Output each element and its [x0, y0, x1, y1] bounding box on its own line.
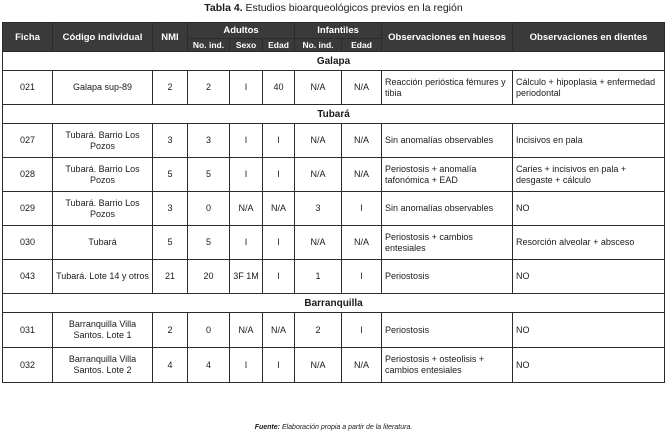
- cell-ficha: 028: [3, 158, 53, 192]
- cell-codigo: Galapa sup-89: [53, 71, 153, 105]
- cell-obs-huesos: Periostosis: [382, 260, 513, 294]
- header-infantiles-no-ind: No. ind.: [295, 39, 342, 52]
- cell-nmi: 5: [153, 158, 188, 192]
- cell-infantiles-no-ind: N/A: [295, 226, 342, 260]
- cell-infantiles-no-ind: 3: [295, 192, 342, 226]
- cell-ficha: 021: [3, 71, 53, 105]
- table-header: [3, 23, 665, 52]
- cell-obs-huesos: Periostosis + cambios entesiales: [382, 226, 513, 260]
- cell-infantiles-no-ind: 2: [295, 313, 342, 348]
- cell-obs-dientes: Caries + incisivos en pala + desgaste + cálculo: [513, 158, 665, 192]
- cell-adultos-sexo: I: [230, 124, 263, 158]
- header-adultos-sexo: Sexo: [230, 39, 263, 52]
- cell-infantiles-edad: N/A: [342, 71, 382, 105]
- table-row: [3, 192, 665, 226]
- cell-adultos-edad: I: [263, 124, 295, 158]
- cell-adultos-edad: 40: [263, 71, 295, 105]
- cell-obs-dientes: NO: [513, 348, 665, 383]
- cell-adultos-no-ind: 0: [188, 313, 230, 348]
- cell-ficha: 029: [3, 192, 53, 226]
- cell-infantiles-edad: N/A: [342, 124, 382, 158]
- header-codigo: Código individual: [53, 23, 153, 52]
- cell-ficha: 043: [3, 260, 53, 294]
- cell-nmi: 2: [153, 71, 188, 105]
- bioarchaeology-table: [2, 22, 665, 383]
- cell-adultos-edad: I: [263, 226, 295, 260]
- cell-obs-huesos: Periostosis + anomalía tafonómica + EAD: [382, 158, 513, 192]
- cell-obs-dientes: Resorción alveolar + absceso: [513, 226, 665, 260]
- cell-obs-dientes: NO: [513, 260, 665, 294]
- header-adultos-edad: Edad: [263, 39, 295, 52]
- header-nmi: NMI: [153, 23, 188, 52]
- cell-infantiles-no-ind: N/A: [295, 71, 342, 105]
- section-barranquilla: Barranquilla: [3, 294, 665, 313]
- cell-obs-dientes: NO: [513, 313, 665, 348]
- cell-infantiles-edad: I: [342, 313, 382, 348]
- cell-nmi: 2: [153, 313, 188, 348]
- table-row: [3, 158, 665, 192]
- cell-adultos-no-ind: 4: [188, 348, 230, 383]
- section-tubara: Tubará: [3, 105, 665, 124]
- header-ficha: Ficha: [3, 23, 53, 52]
- cell-obs-huesos: Reacción perióstica fémures y tibia: [382, 71, 513, 105]
- header-adultos-no-ind: No. ind.: [188, 39, 230, 52]
- caption-label: Tabla 4.: [204, 2, 243, 14]
- cell-adultos-sexo: I: [230, 348, 263, 383]
- cell-adultos-edad: I: [263, 158, 295, 192]
- cell-infantiles-edad: N/A: [342, 226, 382, 260]
- cell-nmi: 21: [153, 260, 188, 294]
- table-row: [3, 226, 665, 260]
- cell-codigo: Barranquilla Villa Santos. Lote 1: [53, 313, 153, 348]
- cell-obs-huesos: Periostosis + osteolisis + cambios entesiales: [382, 348, 513, 383]
- cell-infantiles-edad: N/A: [342, 158, 382, 192]
- header-obs-huesos: Observaciones en huesos: [382, 23, 513, 52]
- table-row: [3, 124, 665, 158]
- cell-infantiles-no-ind: N/A: [295, 348, 342, 383]
- cell-adultos-no-ind: 20: [188, 260, 230, 294]
- cell-adultos-sexo: I: [230, 226, 263, 260]
- cell-codigo: Tubará. Barrio Los Pozos: [53, 192, 153, 226]
- cell-codigo: Tubará. Lote 14 y otros: [53, 260, 153, 294]
- cell-adultos-sexo: N/A: [230, 192, 263, 226]
- cell-nmi: 3: [153, 192, 188, 226]
- cell-adultos-no-ind: 5: [188, 226, 230, 260]
- cell-codigo: Tubará. Barrio Los Pozos: [53, 124, 153, 158]
- cell-adultos-edad: I: [263, 260, 295, 294]
- cell-infantiles-no-ind: N/A: [295, 158, 342, 192]
- cell-nmi: 4: [153, 348, 188, 383]
- cell-ficha: 032: [3, 348, 53, 383]
- footer-text: Elaboración propia a partir de la literatura.: [281, 424, 413, 431]
- section-galapa: Galapa: [3, 52, 665, 71]
- header-obs-dientes: Observaciones en dientes: [513, 23, 665, 52]
- cell-adultos-sexo: 3F 1M: [230, 260, 263, 294]
- table-caption: [0, 2, 667, 14]
- table-row: [3, 260, 665, 294]
- cell-adultos-no-ind: 2: [188, 71, 230, 105]
- cell-obs-huesos: Sin anomalías observables: [382, 192, 513, 226]
- cell-infantiles-no-ind: 1: [295, 260, 342, 294]
- cell-obs-dientes: NO: [513, 192, 665, 226]
- table-footer: [0, 424, 667, 431]
- cell-adultos-no-ind: 3: [188, 124, 230, 158]
- cell-obs-dientes: Incisivos en pala: [513, 124, 665, 158]
- table-body: [3, 52, 665, 383]
- caption-text: Estudios bioarqueológicos previos en la región: [245, 2, 463, 14]
- cell-adultos-edad: I: [263, 348, 295, 383]
- cell-ficha: 027: [3, 124, 53, 158]
- header-adultos: Adultos: [188, 23, 295, 39]
- header-infantiles: Infantiles: [295, 23, 382, 39]
- cell-obs-dientes: Cálculo + hipoplasia + enfermedad periodontal: [513, 71, 665, 105]
- cell-ficha: 030: [3, 226, 53, 260]
- footer-label: Fuente:: [254, 424, 280, 431]
- header-infantiles-edad: Edad: [342, 39, 382, 52]
- cell-adultos-sexo: I: [230, 71, 263, 105]
- cell-infantiles-edad: N/A: [342, 348, 382, 383]
- cell-adultos-edad: N/A: [263, 192, 295, 226]
- table-row: [3, 348, 665, 383]
- cell-infantiles-edad: I: [342, 192, 382, 226]
- cell-adultos-edad: N/A: [263, 313, 295, 348]
- cell-codigo: Barranquilla Villa Santos. Lote 2: [53, 348, 153, 383]
- table-row: [3, 313, 665, 348]
- cell-ficha: 031: [3, 313, 53, 348]
- cell-infantiles-edad: I: [342, 260, 382, 294]
- cell-codigo: Tubará. Barrio Los Pozos: [53, 158, 153, 192]
- cell-obs-huesos: Sin anomalías observables: [382, 124, 513, 158]
- cell-infantiles-no-ind: N/A: [295, 124, 342, 158]
- cell-nmi: 5: [153, 226, 188, 260]
- cell-adultos-no-ind: 0: [188, 192, 230, 226]
- cell-obs-huesos: Periostosis: [382, 313, 513, 348]
- cell-codigo: Tubará: [53, 226, 153, 260]
- cell-adultos-no-ind: 5: [188, 158, 230, 192]
- cell-adultos-sexo: I: [230, 158, 263, 192]
- cell-adultos-sexo: N/A: [230, 313, 263, 348]
- cell-nmi: 3: [153, 124, 188, 158]
- table-row: [3, 71, 665, 105]
